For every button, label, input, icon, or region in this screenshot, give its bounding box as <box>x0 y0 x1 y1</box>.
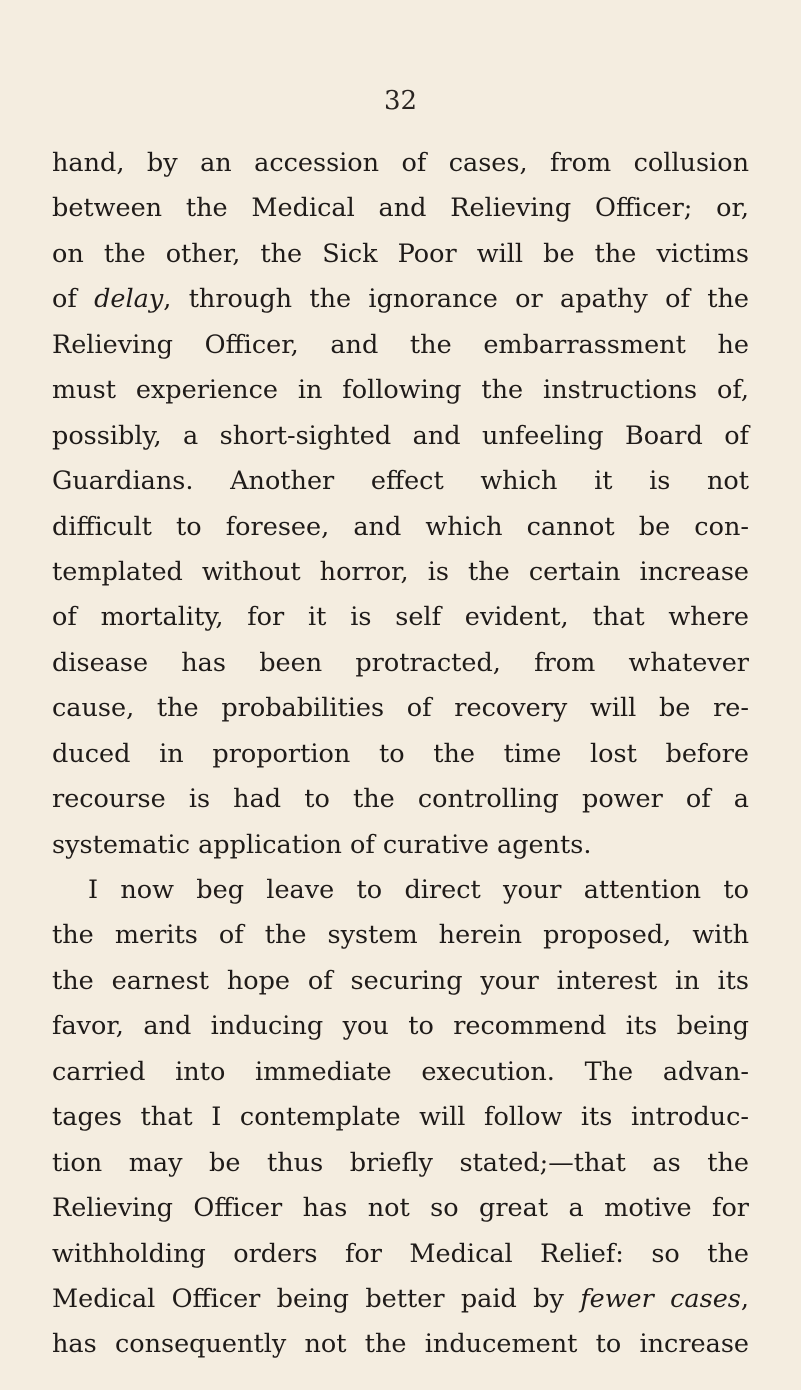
body-text <box>52 141 749 1368</box>
text-line: of delay, through the ignorance or apathy of the <box>52 284 749 315</box>
text-line: difficult to foresee, and which cannot be con- <box>52 511 749 542</box>
text-line: has consequently not the inducement to increase <box>52 1329 749 1360</box>
italic-phrase: delay <box>94 284 164 315</box>
text-line: I now beg leave to direct your attention to <box>88 875 749 905</box>
text-line: Relieving Officer has not so great a motive for <box>52 1193 749 1224</box>
text-line: systematic application of curative agents. <box>52 829 592 860</box>
text-line: possibly, a short-sighted and unfeeling Board of <box>52 420 749 451</box>
text-line: duced in proportion to the time lost before <box>52 738 749 769</box>
text-line: must experience in following the instructions of, <box>52 375 749 406</box>
text-line: recourse is had to the controlling power of a <box>52 784 749 815</box>
text-line: Relieving Officer, and the embarrassment he <box>52 329 749 360</box>
text-line: tion may be thus briefly stated;—that as the <box>52 1147 749 1178</box>
text-line: between the Medical and Relieving Officer; or, <box>52 193 749 224</box>
text-line: the earnest hope of securing your interest in its <box>52 965 749 996</box>
text-line: the merits of the system herein proposed, with <box>52 920 749 951</box>
text-line: of mortality, for it is self evident, that where <box>52 602 749 633</box>
text-line: disease has been protracted, from whatever <box>52 647 749 678</box>
text-line: templated without horror, is the certain increase <box>52 556 749 587</box>
text-line: favor, and inducing you to recommend its being <box>52 1011 749 1042</box>
text-line: Guardians. Another effect which it is not <box>52 466 749 497</box>
text-line: carried into immediate execution. The advan- <box>52 1056 749 1087</box>
text-line: Medical Officer being better paid by fewer cases, <box>52 1283 749 1314</box>
italic-phrase: fewer cases <box>580 1283 741 1314</box>
text-line: cause, the probabilities of recovery will be re- <box>52 693 749 724</box>
text-line: tages that I contemplate will follow its introduc- <box>52 1102 749 1133</box>
text-line: on the other, the Sick Poor will be the victims <box>52 238 749 269</box>
text-line: withholding orders for Medical Relief: so the <box>52 1238 749 1269</box>
page-number: 32 <box>383 86 418 116</box>
text-line: hand, by an accession of cases, from collusion <box>52 148 749 178</box>
